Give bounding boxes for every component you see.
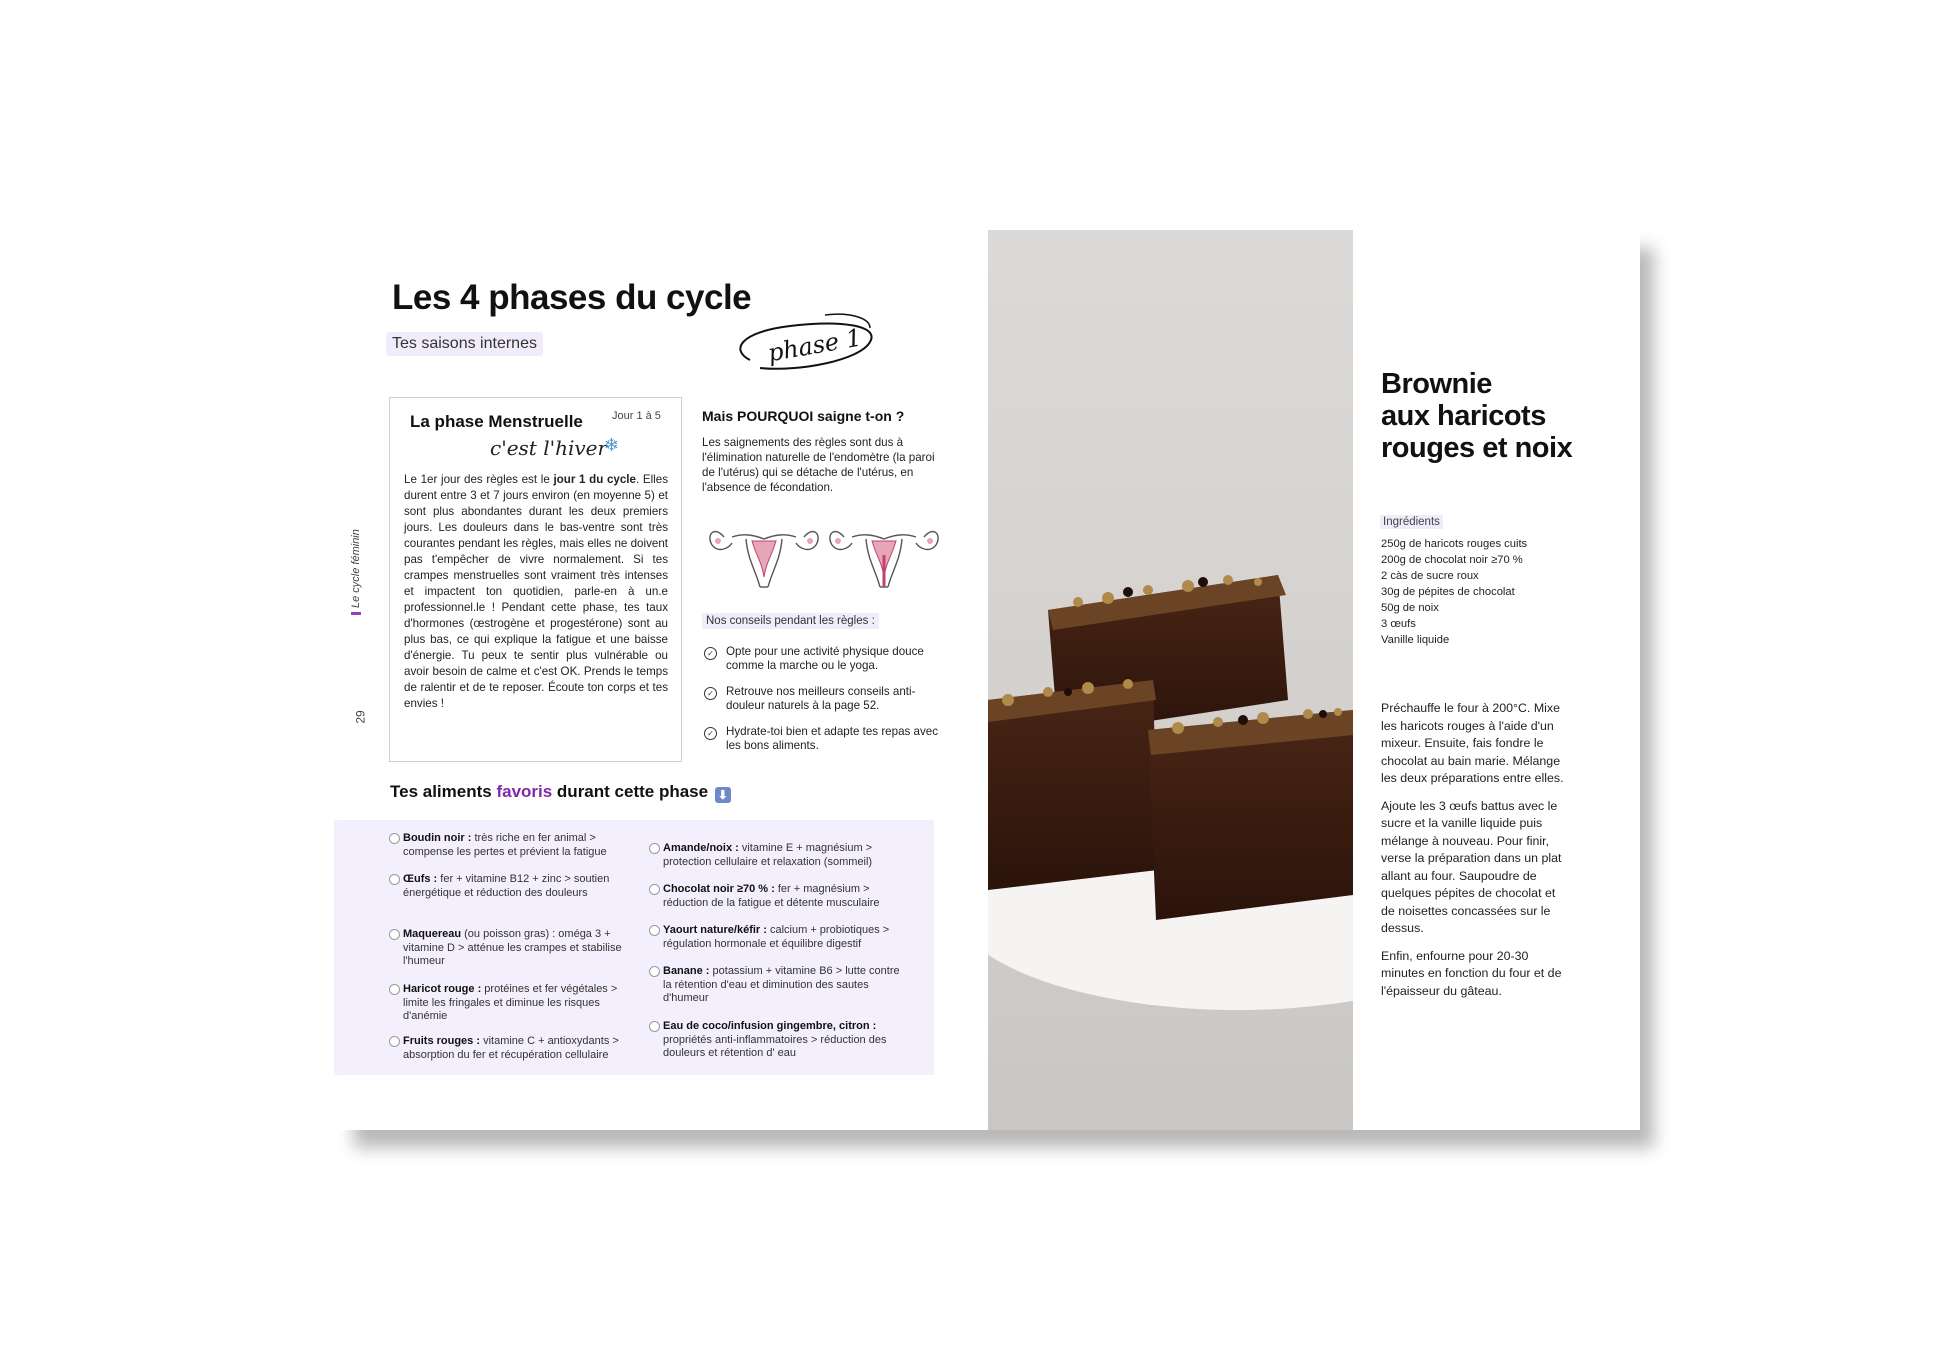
brownie-photo — [988, 230, 1353, 1130]
recipe-step: Enfin, enfourne pour 20-30 minutes en fonction du four et de l'épaisseur du gâteau. — [1381, 948, 1562, 998]
bullet-circle-icon — [389, 874, 400, 885]
bullet-circle-icon — [389, 984, 400, 995]
food-text: (ou poisson gras) : oméga 3 + vitamine D > atténue les crampes et stabilise l'humeur — [403, 928, 622, 967]
foods-title-accent: favoris — [496, 782, 553, 801]
phase-box-days: Jour 1 à 5 — [612, 410, 661, 422]
left-page — [340, 230, 985, 1130]
food-text: vitamine E + magnésium > protection cellulaire et relaxation (sommeil) — [663, 842, 873, 868]
food-name: Fruits rouges : — [403, 1035, 481, 1047]
side-label — [350, 529, 362, 615]
foods-panel — [334, 820, 934, 1075]
phase-text-after: . Elles durent entre 3 et 7 jours environ (en moyenne 5) et sont plus abondantes durant les deux premiers jours. Les douleurs dans le bas-ventre sont très courantes pendant les règles, mais elles ne doivent pas t'empêcher de vivre normalement. Si tes crampes menstruelles sont vraiment très intenses et impactent ton quotidien, parle-en à un.e professionnel.le ! Pendant cette phase, tes taux d'hormones (œstrogène et progestérone) sont au plus bas, ce qui explique la fatigue et une baisse d'énergie. Tu peux te sentir plus vulnérable ou avoir besoin de calme et c'est OK. Prends le temps de ralentir et de te reposer. Écoute ton corps et tes envies ! — [404, 473, 668, 710]
check-circle-icon: ✓ — [704, 647, 717, 660]
phase-badge — [730, 310, 880, 380]
recipe-step: Ajoute les 3 œufs battus avec le sucre et la vanille liquide puis mélange à nouveau. Pour finir, verse la préparation dans un plat allant au four. Saupoudre de quelques pépites de chocolat et de noisettes concassées sur le dessus. — [1381, 798, 1562, 935]
ingredients-label: Ingrédients — [1380, 515, 1443, 529]
bullet-circle-icon — [649, 884, 660, 895]
side-bar-marker — [351, 612, 361, 615]
food-text: calcium + probiotiques > régulation hormonale et équilibre digestif — [663, 924, 890, 950]
ingredient-item: 30g de pépites de chocolat — [1381, 586, 1515, 598]
phase-text-bold: jour 1 du cycle — [553, 473, 636, 486]
ingredient-item: 2 càs de sucre roux — [1381, 570, 1479, 582]
page-title: Les 4 phases du cycle — [392, 278, 752, 317]
arrow-down-icon: ⬇ — [715, 787, 731, 803]
tip-text: Hydrate-toi bien et adapte tes repas avec les bons aliments. — [726, 725, 939, 752]
food-name: Haricot rouge : — [403, 983, 482, 995]
bullet-circle-icon — [649, 1021, 660, 1032]
side-label-text: Le cycle féminin — [350, 529, 362, 608]
recipe-title-line: aux haricots — [1381, 400, 1546, 432]
phase-box-text — [404, 472, 668, 712]
phase-badge-text: phase 1 — [765, 323, 864, 368]
food-text: fer + magnésium > réduction de la fatigue et détente musculaire — [663, 883, 880, 909]
page-subtitle: Tes saisons internes — [386, 332, 543, 356]
foods-title-before: Tes aliments — [390, 782, 497, 801]
food-name: Œufs : — [403, 873, 438, 885]
recipe-steps — [1381, 700, 1571, 1010]
phase-box — [389, 397, 682, 762]
food-text: très riche en fer animal > compense les pertes et prévient la fatigue — [403, 832, 607, 858]
ingredient-item: 200g de chocolat noir ≥70 % — [1381, 554, 1523, 566]
phase-text-before: Le 1er jour des règles est le — [404, 473, 554, 486]
recipe-title-line: Brownie — [1381, 368, 1492, 400]
bullet-circle-icon — [649, 925, 660, 936]
food-text: fer + vitamine B12 + zinc > soutien énergétique et réduction des douleurs — [403, 873, 610, 899]
why-text: Les saignements des règles sont dus à l'élimination naturelle de l'endomètre (la paroi de l'utérus) qui se détache de l'utérus, en l'absence de fécondation. — [702, 436, 935, 494]
food-text: potassium + vitamine B6 > lutte contre la rétention d'eau et diminution des sautes d'humeur — [663, 965, 900, 1004]
food-name: Chocolat noir ≥70 % : — [663, 883, 775, 895]
phase-box-script: c'est l'hiver — [490, 436, 608, 460]
ingredient-item: 50g de noix — [1381, 602, 1439, 614]
ingredient-item: Vanille liquide — [1381, 634, 1450, 646]
food-name: Maquereau — [403, 928, 462, 940]
food-name: Eau de coco/infusion gingembre, citron : — [663, 1020, 877, 1032]
phase-box-title: La phase Menstruelle — [410, 412, 583, 431]
tips-label: Nos conseils pendant les règles : — [702, 613, 879, 629]
ingredient-item: 250g de haricots rouges cuits — [1381, 538, 1528, 550]
foods-title — [390, 782, 731, 803]
uterus-illustration — [704, 515, 944, 595]
food-name: Amande/noix : — [663, 842, 739, 854]
food-text: protéines et fer végétales > limite les fringales et diminue les risques d'anémie — [403, 983, 618, 1022]
foods-title-after: durant cette phase — [552, 782, 709, 801]
ingredient-item: 3 œufs — [1381, 618, 1416, 630]
food-name: Banane : — [663, 965, 710, 977]
right-page — [1353, 230, 1640, 1130]
page-number: 29 — [353, 710, 368, 724]
why-title: Mais POURQUOI saigne t-on ? — [702, 408, 905, 424]
bullet-circle-icon — [649, 966, 660, 977]
check-circle-icon: ✓ — [704, 727, 717, 740]
recipe-step: Préchauffe le four à 200°C. Mixe les haricots rouges à l'aide d'un mixeur. Ensuite, fais fondre le chocolat au bain marie. Mélange les deux préparations entre elles. — [1381, 701, 1564, 785]
bullet-circle-icon — [389, 1036, 400, 1047]
recipe-title-line: rouges et noix — [1381, 432, 1573, 464]
ingredients-list — [1381, 536, 1527, 648]
tip-text: Opte pour une activité physique douce comme la marche ou le yoga. — [726, 645, 924, 672]
food-text: vitamine C + antioxydants > absorption du fer et récupération cellulaire — [403, 1035, 619, 1061]
snowflake-icon: ❄ — [604, 435, 620, 455]
bullet-circle-icon — [649, 843, 660, 854]
book-spread — [340, 230, 1640, 1130]
bullet-circle-icon — [389, 833, 400, 844]
tip-text: Retrouve nos meilleurs conseils anti-douleur naturels à la page 52. — [726, 685, 916, 712]
food-name: Yaourt nature/kéfir : — [663, 924, 767, 936]
food-name: Boudin noir : — [403, 832, 472, 844]
bullet-circle-icon — [389, 929, 400, 940]
check-circle-icon: ✓ — [704, 687, 717, 700]
food-text: propriétés anti-inflammatoires > réduction des douleurs et rétention d' eau — [663, 1033, 887, 1059]
recipe-title — [1381, 368, 1631, 464]
